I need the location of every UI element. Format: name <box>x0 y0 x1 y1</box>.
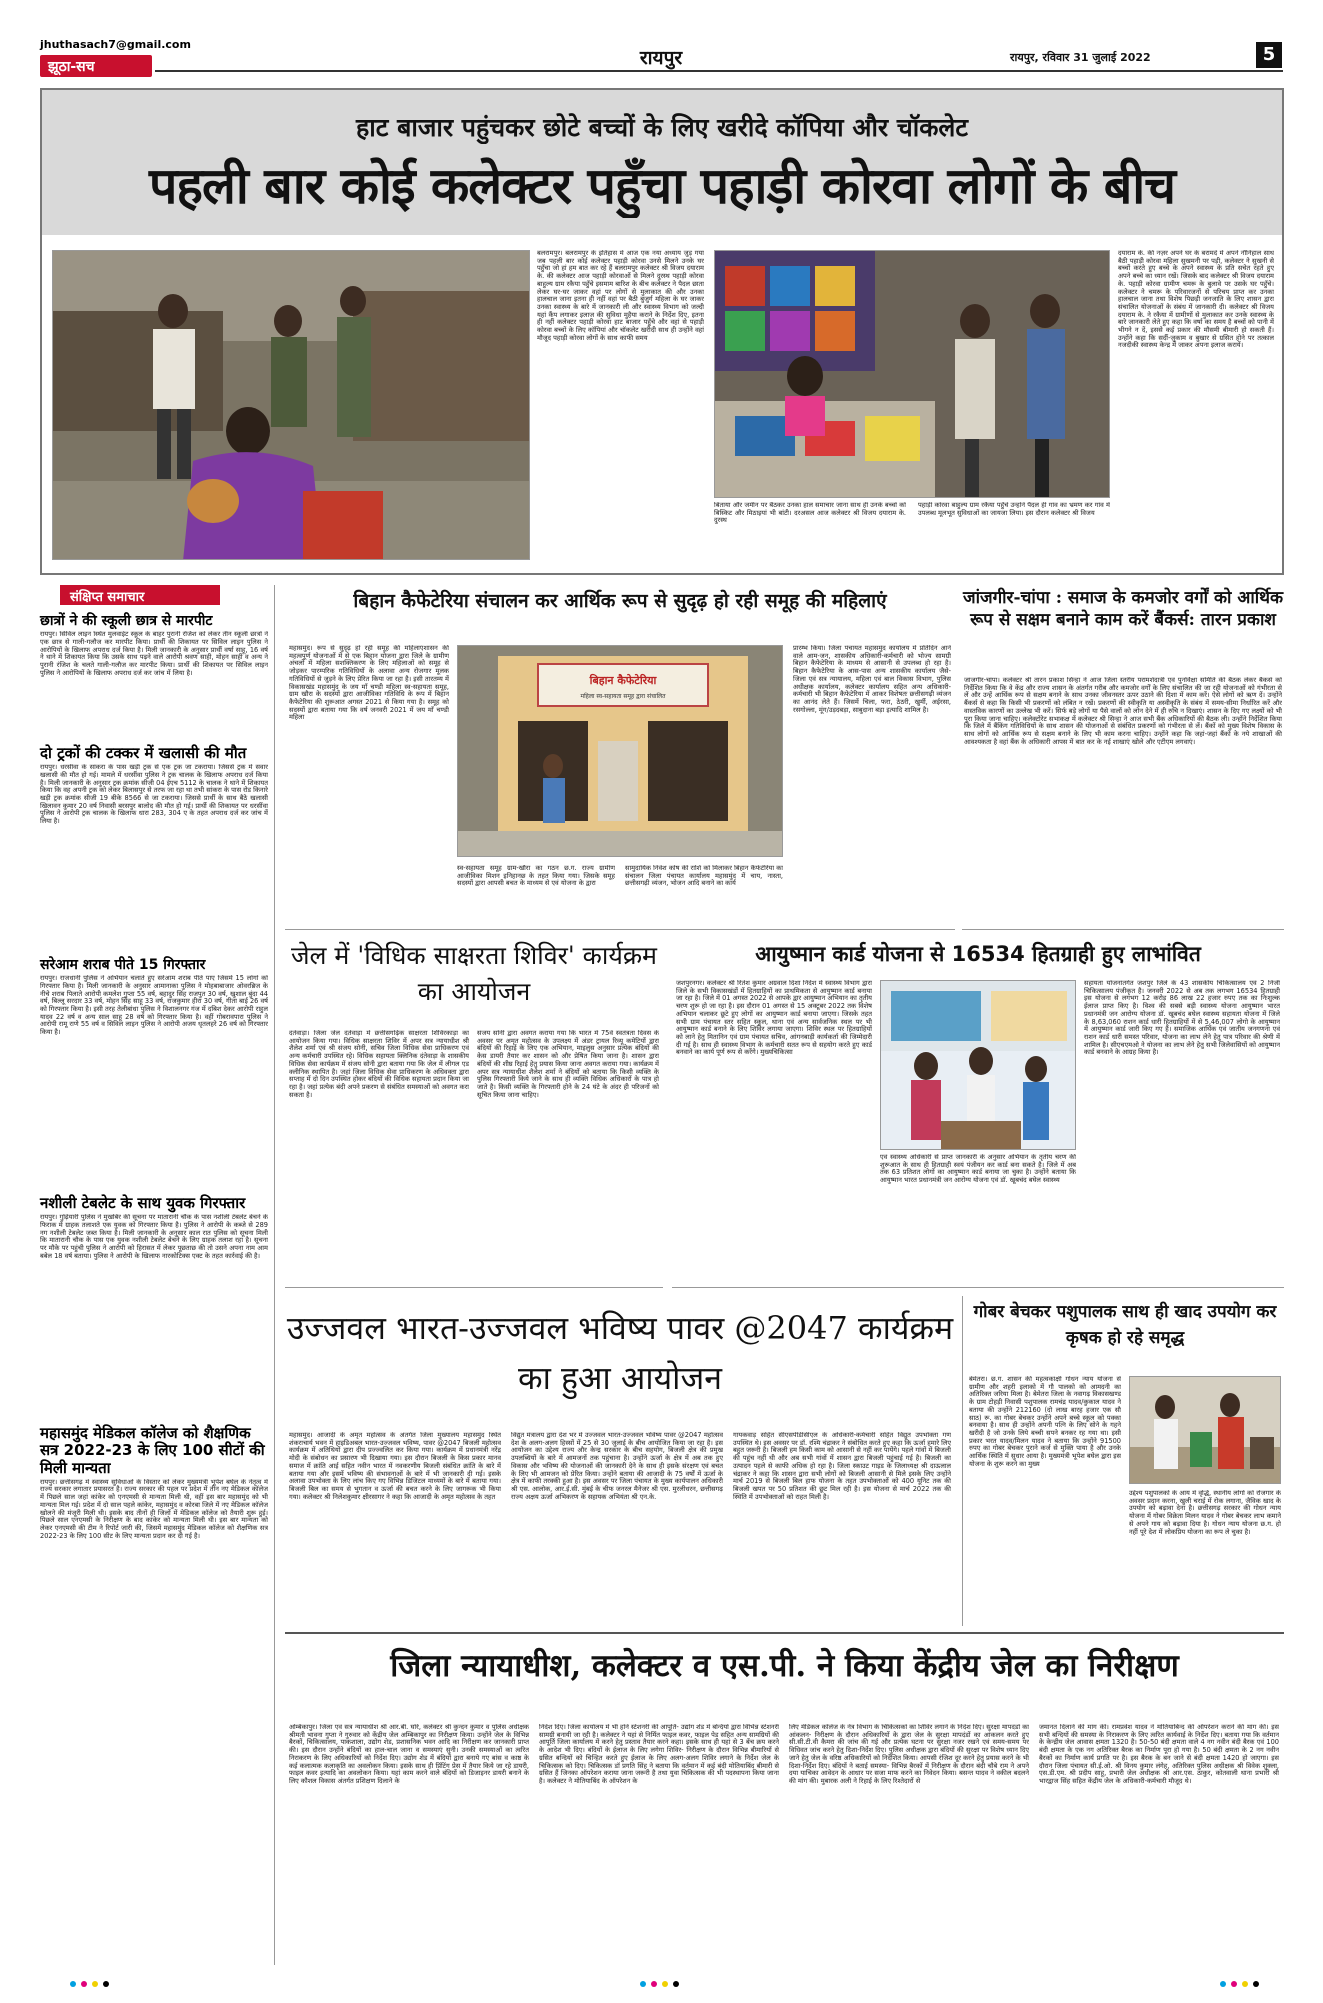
header-rule <box>155 70 1283 72</box>
cafeteria-photo <box>457 645 783 857</box>
bankers-title: जांजगीर-चांपा : समाज के कमजोर वर्गों को आर्थिक रूप से सक्षम बनाने काम करें बैंकर्स: तारन प्रकाश <box>962 588 1284 631</box>
brief-title: नशीली टेबलेट के साथ युवक गिरफ्तार <box>40 1194 246 1212</box>
registration-dot <box>92 1981 98 1987</box>
masthead <box>0 0 1323 88</box>
inspection-col-1: अम्बिकापुर। जिला एवं सत्र न्यायाधीश श्री आर.बी. घोरे, कलेक्टर श्री कुन्दन कुमार व पुलिस अधीक्षक श्रीमती भावना गुप्ता ने गुरुवार को केंद्रीय जेल अम्बिकापुर का निरीक्षण किया। उन्होंने जेल के विभिन्न बैरकों, चिकित्सालय, पाकशाला, उद्योग शेड, प्रशासनिक भवन आदि का निरीक्षण कर जानकारी प्राप्त की। इस दौरान उन्होंने बंदियों का हाल-चाल जाना व समस्याएं सुनी। उनकी समस्याओं का त्वरित निराकरण के लिए अधिकारियों को निर्देश दिए। उद्योग शेड में बंदियों द्वारा बनाये गए बांस व काष्ठ के कई कलात्मक कलाकृति का अवलोकन किया। इसके साथ ही प्रिंटिंग प्रेस में तैयार किये जा रहे डायरी, फाइल कवर इत्यादि का अवलोकन किया। यहां काम करने वाले बंदियों को डिजाइनर डायरी बनाने के लिए कौशल विकास अंतर्गत प्रशिक्षण दिलाने के <box>289 1724 529 1785</box>
jail-literacy-col-1: दंतेवाड़ा। जिला जेल दंतेवाड़ा में छत्तीसगढ़िक साक्षरता शिविरकाड़ा का आयोजन किया गया। विधिक साक्षरता शिविर में अपर सत्र न्यायाधीश श्री शैलेश शर्मा एवं श्री संजय सोनी, सचिव जिला विधिक सेवा प्राधिकरण एवं अन्य कर्मचारी उपस्थित रहे। विधिक सहायता क्लिनिक दंतेवाड़ा के शासकीय विधिक सेवा कार्यक्रम में संजय सोनी द्वारा बताया गया कि जेल में लीगल एड क्लीनिक स्थापित है। जहां जिला विधिक सेवा प्राधिकरण के अधिवक्ता द्वारा सप्ताह में दो दिन उपस्थित होकर बंदियों की विधिक सहायता प्रदान किया जा रहा है। जहां प्रत्येक बंदी अपने प्रकरण से संबंधित समस्याओं को अवगत करा सकता है। <box>289 1030 469 1099</box>
brief-5 <box>40 1425 268 1899</box>
ayushman-col-3: सहायता योजनांतर्गत जशपुर जिले के 43 शासकीय चिकित्सालय एवं 2 निजी चिकित्सालय पंजीकृत है। जनवरी 2022 से अब तक लगभग 16534 हितग्राही इस योजना से लगभग 12 करोड़ 86 लाख 22 हजार रुपए तक का निःशुल्क ईलाज प्राप्त किए है। विश्व की सबसे बड़ी स्वास्थ्य योजना आयुष्मान भारत प्रधानमंत्री जन आरोग्य योजना डॉ. खूबचंद बघेल स्वास्थ्य सहायता योजना में जिले के 8,63,060 राशन कार्ड धारी हितग्राहियों में से 5,46,007 लोगो के आयुष्मान में आयुष्मान कार्ड जारी किए गए हैं। समाजिक आर्थिक एवं जातीय जनगणना एवं राशन कार्ड धारी समस्त परिवार, योजना का लाभ लेने हेतु पात्र परिवार की श्रेणी में शामिल है। सीएचएमओ ने योजना का लाभ लेने हेतु सभी जिलेवासियों को आयुष्मान कार्ड बनवाने के आग्रह किया है। <box>1084 980 1280 1057</box>
registration-dot <box>1242 1981 1248 1987</box>
cafeteria-title: बिहान कैफेटेरिया संचालन कर आर्थिक रूप से सुदृढ़ हो रही समूह की महिलाएं <box>353 590 887 612</box>
inspection-col-4: जमानत दिलाने की मांग की। रामप्रवेश यादव ने मोतियाबिन्द की ऑपरेशन कराने की मांग की। इस सभी बन्दियों की समस्या के निराकरण के लिए त्वरित कार्यवाई के निर्देश दिए। बताया गया कि वर्तमान के केन्द्रीय जेल आवास क्षमता 1320 है। 50-50 बंदी क्षमता वाले 4 नग नवीन बंदी बैरक एवं 100 बंदी क्षमता के एक नग अतिरिक्त बैरक का निर्माण पूरा हो गया है। 50 बंदी क्षमता के 2 नग नवीन बैरकों का निर्माण कार्य प्रगति पर है। इस बैरक के बन जाने से बंदी क्षमता 1420 हो जाएगा। इस दौरान जिला पंचायत सी.ई.ओ. श्री विनय कुमार लंगेह, अतिरिक्त पुलिस अधीक्षक श्री विवेक शुक्ला, एस.डी.एम. श्री प्रदीप साहू, प्रभारी जेल अधीक्षक श्री आर.एस. ठाकुर, कोतवाली थाना प्रभारी श्री भारद्वाज सिंह सहित केंद्रीय जेल के अधिकारी-कर्मचारी मौजूद थे। <box>1039 1724 1279 1785</box>
lead-col-4: दयाराम के. की नज़र अपने घर के बरामदे में अपने नौनिहाल साथ बैठी पहाड़ी कोरवा महिला सुखमनी पर पड़ी, कलेक्टर ने सुखनी से बच्चों करते हुए बच्चे के अपने स्वास्थ्य के प्रति सचेत रहते हुए अपने बच्चे का ध्यान रखें। जिसके बाद कलेक्टर श्री विजय दयाराम के. पहाड़ी कोरवा ग्रामीण चमरू के बुलावे पर उसके घर पहुँचे। कलेक्टर ने चमरू के परिवारजनों से परिचय प्राप्त कर उनका हालचाल जाना तथा विशेष पिछड़ी जनजाति के लिए शासन द्वारा संचालित योजनाओं के संबंध में जानकारी दी। कलेक्टर श्री विजय दयाराम के. ने रकैया में ग्रामीणों से मुलाकात कर उनके स्वास्थ्य के बारे जानकारी लेते हुए कहा कि वर्षा का समय है बच्चों को पानी में भीगने न दें, इससे कई प्रकार की मौसमी बीमारी हो सकती हैं। उन्होंने कहा कि सर्दी-जुकाम व बुखार से ग्रसित होने पर तत्काल नजदीकी स्वास्थ्य केन्द्र में जाकर अपना इलाज करायें। <box>1118 250 1274 350</box>
bankers-story <box>962 585 1284 930</box>
lead-kicker: हाट बाजार पहुंचकर छोटे बच्चों के लिए खरीदे कॉपिया और चॉकलेट <box>356 113 968 142</box>
brief-title: दो ट्रकों की टक्कर में खलासी की मौत <box>40 744 247 762</box>
ujjwal-title: उज्जवल भारत-उज्जवल भविष्य पावर @2047 कार्यक्रम का हुआ आयोजन <box>286 1309 954 1397</box>
section-name: रायपुर <box>639 47 683 69</box>
brief-4 <box>40 1195 268 1394</box>
brief-3 <box>40 957 268 1185</box>
gobar-col-2: उद्देश्य पशुपालको के आय में वृद्धि, स्थानीय लोगो को रोजगार के अवसर प्रदान करना, खुली चराई में रोक लगाना, जैविक खाद के उपयोग को बढ़ावा देना है। छत्तीसगढ़ सरकार की गोधन न्याय योजना में गोबर विक्रेता मिलन यादव ने गोबर बेचकर लाभ कमाने से अपने गाय को बढ़ावा दिया है। गोधन न्याय योजना छ.ग. हो नहीं पूरे देश में लोकप्रिय योजना का रूप ले चुका है। <box>1129 1490 1281 1536</box>
brief-title: छात्रों ने की स्कूली छात्र से मारपीट <box>40 613 213 629</box>
briefs-label-text: संक्षिप्त समाचार <box>70 590 145 605</box>
inspection-story <box>285 1632 1284 1962</box>
inspection-col-3: लिए मेडिकल कॉलेज के नेत्र विभाग के चिकित्सकों का शिविर लगाने के निर्देश दिए। सुरक्षा मापदंडो का आंकलन- निरीक्षण के दौरान अधिकारियों के द्वारा जेल के सुरक्षा मापदंडों का आंकलन करते हुए सी.सी.टी.वी कैमरा की जांच की गई और प्रत्येक घटना पर सुरक्षा नजर रखने एवं समय-समय पर विधिवत जांच करने हेतु दिशा-निर्देश दिए। पुलिस अधीक्षक द्वारा बंदियों की सुरक्षा पर विशेष ध्यान दिए जाने हेतु जेल के वरिष्ठ अधिकारियों को निर्देशित किया। आपसी रंजिश दूर करने हेतु प्रयास करने के भी दिशा-निर्देश दिए। बंदियों ने बताई समस्या- विभिन्न बैरकों में निरीक्षण के दौरान बंदी चौबे राम ने अपने दया याचिका आवेदन के आधार पर सजा माफ करने का निवेदन किया। बसन्त यादव ने वकील बदलने की मांग की। मुबारक अली ने रिहाई के लिए रिश्तेदारों से <box>789 1724 1029 1785</box>
registration-dot <box>70 1981 76 1987</box>
brand-logo-text: झूठा-सच <box>48 59 95 75</box>
brief-1 <box>40 613 268 741</box>
gobar-col-1: बेमेतरा। छ.ग. शासन की महत्वकांक्षी गोधन न्याय योजना से ग्रामीण और शहरी इलाको में गौ पालको को आमदनी का अतिरिक्त जरिया मिला है। बेमेतरा जिला के नवागढ़ विकासखण्ड के ग्राम टोहड़ी निवासी पशुपालक रामचंद्र यादव/कुकाल यादव ने बताया की उन्होंने 212160 (दो लाख बारह हजार एक सौ साठ) रू. का गोबर बेचकर उन्होंने अपने बच्चे स्कूल को पक्का बनवाया है। साथ ही उन्होंने अपनी पत्नि के लिए सोने के गहने खरीदी है जो उनके लिये बच्ची सपने बनकर रह गया था। इसी प्रकार भरत यादव/मिलन यादव ने बताया कि उन्होंने 91500 रुपए का गोबर बेचकर पुराने कर्ज से मुक्ति पाया है और उनके आर्थिक स्थिति में सुधार आया है। मुख्यमंत्री भूपेश बघेल द्वारा इस योजना के शुरू करने का मुख्य <box>969 1376 1121 1468</box>
lead-col-3: पहाड़ी कोरवा बाहुल्य ग्राम रकैया पहुँचे उन्होंने पैदल ही गांव का भ्रमण कर गांव में उपलब्ध मूलभूत सुविधाओं का जायजा लिया। इस दौरान कलेक्टर श्री विजय <box>918 502 1110 517</box>
jail-literacy-story <box>285 938 663 1288</box>
jail-literacy-title: जेल में 'विधिक साक्षरता शिविर' कार्यक्रम का आयोजन <box>290 941 657 1007</box>
registration-dot <box>662 1981 668 1987</box>
bankers-body: जांजगीर-चांपा। कलेक्टर श्री तारन प्रकाश सिन्हा ने आज जिला स्तरीय परामर्शदात्री एवं पुनर्विक्षा समिति की बैठक लेकर बैंकर्स को निर्देशित किया कि वे केंद्र और राज्य शासन के अंतर्गत गरीब और कमजोर वर्गों के लिए संचालित की जा रही योजनाओं को गंभीरता से लें और उन्हें आर्थिक रूप से सक्षम बनाने के साथ उनका जीवनस्तर ऊपर उठाने की दिशा में काम करें। ऐसे लोगों को ऋण दें। उन्होंने बैंकर्स से कहा कि किसी भी प्रकरणों को लंबित न रखें। प्रकरणों की स्वीकृति या अस्वीकृति के संबंध में समय-सीमा निर्धारित करें और वास्तविक कारणों का उल्लेख भी करें। सिर्फ बड़े लोगों या पैसे वालों को लोन देने में ही रुचि न दिखाएं। शासन के दिए गए लक्ष्यों को भी पूरा किया जाना चाहिए। कलेक्टोरेट सभाकक्ष में कलेक्टर श्री सिन्हा ने आज सभी बैंक अधिकारियों की बैठक ली। उन्होंने निर्देशित किया कि जिले में बैंकिंग गतिविधियों के साथ शासन की योजनाओं से संबंधित प्रकरणों को गंभीरता से लें। बैंकों को मुख्य विशेष विकास के साथ लोगों को आर्थिक रूप से सक्षम बनाने के लिए भी काम करना चाहिए। उन्होंने कहा कि जहां-जहां बैंकों के नये शाखाओं की आवश्यकता है वहां बैंक के अधिकारी आपस में बात कर के नई शाखाएं खोले और एटीएम लगवाएं। <box>964 677 1282 746</box>
news-briefs <box>40 585 275 1965</box>
registration-dot <box>1220 1981 1226 1987</box>
brand-logo <box>40 55 152 77</box>
cafeteria-story <box>285 585 955 930</box>
brief-body: रायपुर। धरसींवा के सांकरा के पास खड़ी ट्रक से एक ट्रक जा टकराया। जिससे ट्रक में सवार खलासी की मौत हो गई। मामले में धरसींवा पुलिस ने ट्रक चालक के खिलाफ अपराध दर्ज किया है। मिली जानकारी के अनुसार ट्रक क्रमांक सीजी 04 ईएच 5112 के चालक ने थाने में शिकायत किया कि वह अपनी ट्रक को लेकर बिलासपुर से तरफ जा रहा था तभी सांकरा के पास रोड किनारे खड़ी ट्रक क्रमांक सीजी 19 बीके 8566 से जा टकराया। जिससे प्रार्थी के साथ बैठे खलासी खिलावन कुमार 20 वर्ष निवासी बरसपुर बालोद की मौत हो गई। प्रार्थी की शिकायत पर धरसींवा पुलिस ने आरोपी ट्रक चालक के खिलाफ धारा 283, 304 ए के तहत अपराध दर्ज कर जांच में लिया है। <box>40 764 268 826</box>
cafeteria-col-2: स्व-सहायता समूह ग्राम-खौरा का गठन छ.ग. राज्य ग्रामीण आजीविका मिशन इनिहानछ के तहत किया गया। जिसके समूह सदस्यों द्वारा आपसी बचत के माध्यम से एवं योजना के द्वारा <box>457 865 615 888</box>
ujjwal-col-3: गायकवाड़ सहित सीएसपीडीसीएल के अधिकारी-कर्मचारी सहित विद्युत उपभोक्ता गण उपस्थित थे। इस अवसर पर डॉ. रश्मि चंद्राकर ने संबोधित करते हुए कहा कि ऊर्जा हमारे लिए बहुत जरूरी है। बिजली हम किसी काम को आसानी से नहीं कर पायेंगे। पहले गांवों में बिजली की पहुंच नहीं थी और अब सभी गांवों में शासन द्वारा बिजली पहुंचाई गई है। बिजली का उत्पादन पहले से काफी अधिक हो रहा है। जिला स्काउट गाइड के जिलाध्यक्ष श्री दाऊलाल चंद्राकर ने कहा कि शासन द्वारा सभी लोगों को बिजली आसानी से मिले इसके लिए उन्होंने मार्च 2019 से बिजली बिल हाफ योजना के तहत उपभोक्ताओं को 400 यूनिट तक की बिजली खपत पर 50 प्रतिशत की छूट मिल रही है। इस योजना से मार्च 2022 तक की स्थिति में उपभोक्ताओं को राहत मिली है। <box>733 1432 951 1501</box>
lead-col-2: बिताया और जमीन पर बैठकर उनका हाल समाचार जाना साथ ही उनके बच्चों को बिस्किट और मिठाइयां भी बांटी। दरअसल आज कलेक्टर श्री विजय दयाराम के. दुरस्थ <box>714 502 906 525</box>
cafeteria-col-3: सामुदायिक निवेश कोष की राशि को मिलाकर बिहान कैफेटेरिया का संचालन जिला पंचायत कार्यालय महासमुंद में चाय, नास्ता, छत्तीसगढ़ी व्यंजन, भोजन आदि बनाने का कार्य <box>625 865 783 888</box>
registration-dot <box>673 1981 679 1987</box>
brief-body: रायपुर। छत्तीसगढ़ में स्वास्थ्य सुविधाओं के विस्तार को लेकर मुख्यमंत्री भूपेश बघेल के नेतृत्व में राज्य सरकार लगातार प्रयासरत है। राज्य सरकार की पहल पर प्रदेश में तीन नए मेडिकल कॉलेज में पिछले साल जहां कांकेर को एनएमसी से मान्यता मिली थी, वहीं इस बार महासमुंद को भी मान्यता मिल गई। प्रदेश में दो साल पहले कांकेर, महासमुंद व कोरबा जिले में नए मेडिकल कॉलेज खोलने की मंजूरी मिली थी। इसके बाद तीनों ही जिलों में मेडिकल कॉलेज को तैयारी शुरू हुई। पिछले साल एनएमसी के निरीक्षण के बाद कांकेर को मान्यता मिली थी। इस बार मान्यता को लेकर एनएमसी की टीम ने रिपोर्ट जारी की, जिसमें महासमुंद मेडिकल कॉलेज को शैक्षणिक सत्र 2022-23 के लिए 100 सीट के लिए मान्यता प्रदान कर दी गई है। <box>40 1478 268 1540</box>
registration-dot <box>640 1981 646 1987</box>
registration-dot <box>81 1981 87 1987</box>
brief-2 <box>40 745 268 936</box>
cafeteria-col-4: प्रारम्भ किया। जिला पंचायत महासमुंद कार्यालय में प्रतिदिन आने वाले आम-जन, शासकीय अधिकारी-कर्मचारी को भोज्य सामग्री बिहान कैफेटेरिया के माध्यम से आसानी से उपलब्ध हो रहा है। बिहान कैफेटेरिया के आस-पास अन्य शासकीय कार्यालय जैसे-जिला एवं सत्र न्यायालय, महिला एवं बाल विकास विभाग, पुलिस अधीक्षक कार्यालय, कलेक्टर कार्यालय सहित अन्य अधिकारी-कर्मचारी भी बिहान कैफेटेरिया में आकर विशेषतः छत्तीसगढ़ी व्यंजन का आनंद लेते हैं। जिसमें चिला, फरा, ठेठरी, खुर्मी, अईरसा, रसगोल्ला, मूंग/उड़दबड़ा, साबुदाना बड़ा इत्यादि शामिल है। <box>793 645 951 714</box>
brief-body: रायपुर। गुढ़ियारी पुलिस ने मुखबिर की सूचना पर मातारानी चौक के पास नशीली टेबलेट बेचने के फिराक में ग्राहक तलाशते एक युवक को गिरफ्तार किया है। पुलिस ने आरोपी के कब्जे से 289 नग नशीली टेबलेट जब्त किया है। मिली जानकारी के अनुसार काल रात पुलिस को सूचना मिली कि मातारानी चौक के पास एक युवक नशीली टेबलेट बेचने के लिए ग्राहक तलाश रहा है। सूचना पर मौके पर पहुंची पुलिस ने आरोपी को हिरासत में लेकर पूछताछ की तो उसने अपना नाम आम बबेल 18 वर्ष बताया। पुलिस ने आरोपी के खिलाफ नारकोटिक्स एक्ट के तहत कार्रवाई की है। <box>40 1214 268 1260</box>
gobar-title: गोबर बेचकर पशुपालक साथ ही खाद उपयोग कर कृषक हो रहे समृद्ध <box>973 1302 1277 1348</box>
lead-photo-collector-with-villagers <box>52 250 530 560</box>
ujjwal-story <box>285 1296 955 1626</box>
ayushman-col-2: एवं स्वास्थ्य अधिकारी से प्राप्त जानकारी के अनुसार अभियान के तृतीय चरण की शुरूआत के साथ ही हितग्राही स्वयं पंजीयन कर कार्ड बना सकते है। जिले में अब तक 63 प्रतिशत लोगों का आयुष्मान कार्ड बनाया जा चुका है। उन्होंने बताया कि आयुष्मान भारत प्रधानमंत्री जन आरोग्य योजना एवं डॉ. खूबचंद बघेल स्वास्थ्य <box>880 1154 1076 1185</box>
brief-body: रायपुर। राजधानी पुलिस ने अभियान चलाते हुए सरेआम शराब पीते पाए जिसमे 15 लोगों को गिरफ्तार किया है। मिली जानकारी के अनुसार आमानाका पुलिस ने मोहबाबाजार ओवरब्रिज के नीचे शराब पिलाते आरोपी कमलेश गुप्ता 55 वर्ष, बहादुर सिंह राजपुत 30 वर्ष, खुशाल बुंदा 44 वर्ष, बिल्लू सरदार 33 वर्ष, मोहन सिंह साहू 33 वर्ष, राजकुमार हीरा 30 वर्ष, गीता बाई 26 वर्ष को गिरफ्तार किया है। इसी तरह तेलीबांधा पुलिस ने विशालनगर गंज में दबिश देकर आरोपी राहुल यादव 22 वर्ष व अन्य साल साहू 28 वर्ष को गिरफ्तार किया है। वहीं गोबरावपारा पुलिस ने आरोपी रामू राणे 55 वर्ष व सिविल लाइन पुलिस ने आरोपी अजय धृतलहरे 26 वर्ष को गिरफ्तार किया है। <box>40 975 268 1037</box>
briefs-label <box>60 585 220 605</box>
inspection-title: जिला न्यायाधीश, कलेक्टर व एस.पी. ने किया केंद्रीय जेल का निरीक्षण <box>390 1648 1179 1684</box>
ayushman-photo <box>880 980 1076 1150</box>
registration-marks-right <box>1220 1978 1259 1990</box>
lead-story <box>40 88 1284 575</box>
registration-marks-left <box>70 1978 109 1990</box>
ayushman-col-1: जशपुरनगर। कलेक्टर श्री रितेश कुमार अग्रवाल दिशा निर्देश में स्वास्थ्य विभाग द्वारा जिले के सभी विकासखंडों में हितग्राहियों का प्राथमिकता से आयुष्मान कार्ड बनाया जा रहा है। जिले में 01 अगस्त 2022 से आपके द्वार आयुष्मान अभियान का तृतीय चरण शुरू हो जा रहा है। इस दौरान 01 अगस्त से 15 अक्टूबर 2022 तक विशेष अभियान चलाकर छूटे हुए लोगों का आयुष्मान कार्ड बनाया जाएगा। जिसके तहत सभी ग्राम पंचायत स्तर सहित स्कूल, थाना एवं अन्य सार्वजनिक स्थल पर भी आयुष्मान कार्ड बनाने के लिए शिविर लगाया जाएगा। शिविर स्थल पर हितग्राहियों को लाने हेतु मितानिन एवं ग्राम पंचायत सचिव, आंगनबाड़ी कार्यकर्ता की जिम्मेदारी दी गई है। साथ ही स्वास्थ्य विभाग के कर्मचारी सतत रूप से सहयोग करते हुए कार्ड बनवाने का कार्य पूर्ण रूप से करेंगे। मुख्यचिकित्सा <box>676 980 872 1057</box>
ujjwal-col-2: विद्युत मंत्रालय द्वारा देश भर में उज्जवल भारत-उज्जवल भविष्य पावर @2047 महोत्सव देश के अलग-अलग हिस्सों में 25 से 30 जुलाई के बीच आयोजित किया जा रहा है। इस आयोजन का उद्देश्य राज्य और केन्द्र सरकार के बीच सहयोग, बिजली क्षेत्र की प्रमुख उपलब्धियों के बारे में आमजनों तक पहुंचाना है। उन्होंने ऊर्जा के क्षेत्र में अब तक हुए विकास और भविष्य की योजनाओं की जानकारी देने के साथ ही इसके संरक्षण एवं बचत के लिए भी आमजन को प्रेरित किया। उन्होंने बताया की आजादी के 75 वर्षों में ऊर्जा के क्षेत्र में काफी तरक्की हुआ है। इस अवसर पर जिला पंचायत के मुख्य कार्यपालन अधिकारी श्री एस. आलोक, आर.ई.सी. मुंबई के चीफ जनरल मैनेजर श्री एस. मुरलीधरन, छत्तीसगढ़ राज्य अक्षय ऊर्जा अभिकरण के सहायक अभियंता श्री एन.के. <box>511 1432 723 1501</box>
cafeteria-sign-text: बिहान कैफेटेरिया <box>589 674 657 687</box>
cafeteria-sign-subtext: महिला स्व-सहायता समूह द्वारा संचालित <box>580 693 666 700</box>
registration-dot <box>651 1981 657 1987</box>
registration-dot <box>1253 1981 1259 1987</box>
ayushman-title: आयुष्मान कार्ड योजना से 16534 हितग्राही हुए लाभांवित <box>755 942 1201 966</box>
lead-col-1: बलरामपुर। बलरामपुर के इतिहास में आज एक नया अध्याय जुड़ गया जब पहली बार कोई कलेक्टर पहाड़ी कोरवा उनसे मिलने उनके घर पहुँचा जो हां हम बात कर रहे हैं बलरामपुर कलेक्टर श्री विजय दयाराम के. की कलेक्टर आज पहाड़ी कोरवाओं से मिलने दुरस्थ पहाड़ी कोरवा बाहुल्य ग्राम रकैया पहुँचे इसमाम बारिश के बीच कलेक्टर ने पैदल छाता लेकर घर-घर जाकर वहां पर लोगों से मुलाकात की और उनका हालचाल जाना इतना ही नहीं वहां पर बैठी बुजुर्ग महिला के घर जाकर उनका स्वास्थ्य के बारे में जानकारी ली और स्वास्थ्य विभाग को जल्दी यहां कैंप लगाकर इलाज की सुविधा मुहैया कराने के निर्देश दिए, इतना ही नहीं कलेक्टर पहाड़ी कोरवा हाट बाजार पहुँचे और वहां से पहाड़ी कोरवा बच्चों के लिए कॉपियां और चॉकलेट खरीदी साथ ही उन्होंने वहां मौजूद पहाड़ी कोरवा लोगों के साथ काफी समय <box>537 250 704 342</box>
ujjwal-col-1: महासमुंद। आजादी के अमृत महोत्सव के अंतर्गत जिला मुख्यालय महासमुंद स्थित शंकराचार्य भवन में हाइडिअबल भारत-उज्जवल भविष्य, पावर @2047 बिजली महोत्सव कार्यक्रम में अतिथियों द्वारा दीप प्रज्ज्वलित कर किया गया। कार्यक्रम में प्रधानमंत्री नरेंद्र मोदी के संबोधन का प्रसारण भी दिखाया गया। इस दौरान बिजली के किस प्रकार मानव समाज में क्रांति आई सहित नवीन भारत में नवकरणीय बिजली संबंधित क्रांति के बारे में बताया गया और इसमें भविष्य की संभावनाओं के बारे में भी जानकारी दी गई। इसके अलावा उपभोक्ता के लिए लांच किए गए विभिन्न डिजिटल माध्यमों के बारे में बताया गया। बिजली बिल का समय से भुगतान व ऊर्जा की बचत करने के लिए जागरूक भी किया गया। कलेक्टर श्री निलेशकुमार क्षीरसागर ने कहा कि आजादी के अमृत महोत्सव के तहत <box>289 1432 501 1501</box>
registration-dot <box>103 1981 109 1987</box>
cafeteria-col-1: महासमुंद। रूप से सुदृढ़ हो रही समूह की महिलाएंशासन की महत्वपूर्ण योजनाओं में से एक बिहान योजना द्वारा जिले के ग्रामीण अंचलों में महिला सशक्तिकरण के लिए महिलाओं को समूह से जोड़कर पारम्परिक गतिविधियों के अलावा अन्य रोजगार मूलक गतिविधियों से जुड़ने के लिए प्रेरित किया जा रहा है। इसी तारतम्य में विकासखंड महासमुंद के जय माँ चण्डी महिला स्व-सहायता समूह, ग्राम खौरा के सदस्यों द्वारा आजीविका गतिविधि के रूप में बिहान कैफेटेरिया की शुरूआत अगस्त 2021 से किया गया है। समूह को सदस्यों द्वारा बताया गया कि वर्ष जनवरी 2021 में जय माँ चण्डी महिला <box>289 645 449 722</box>
gobar-photo <box>1129 1376 1281 1484</box>
jail-literacy-col-2: संजय सोनी द्वारा अवगत कराया गया कि भारत में 75वें स्वतंत्रता दिवस के अवसर पर अमृत महोत्सव के उपलक्ष्य में अंडर ट्रायल रिव्यू कमेटियों द्वारा बंदियों की रिहाई के लिए एक अभियान, माइलुस अनुसार प्रत्येक बंदियों की केस डायरी तैयार कर शासन को और प्रेषित किया जाना है। शासन द्वारा बंदियों की शीघ्र रिहाई हेतु प्रयास किया जाना अवगत कराया गया। कार्यक्रम में अपर सत्र न्यायाधीश शैलेश शर्मा ने बंदियों को बताया कि किसी व्यक्ति के पुलिस गिरफ्तारी किये जाने के साथ ही व्यक्ति विधिक अधिकारों के पात्र हो जाते है। किसी व्यक्ति के गिरफ्तारी होने के 24 घंटे के अंदर ही परिजनों को सूचित किया जाना चाहिए। <box>477 1030 659 1099</box>
lead-photo-haat-bazaar <box>714 250 1110 498</box>
registration-dot <box>1231 1981 1237 1987</box>
brief-title: महासमुंद मेडिकल कॉलेज को शैक्षणिक सत्र 2022-23 के लिए 100 सीटों की मिली मान्यता <box>40 1424 265 1477</box>
registration-marks-center <box>640 1978 679 1990</box>
gobar-story <box>962 1296 1284 1626</box>
ayushman-story <box>672 938 1284 1288</box>
header-date: रायपुर, रविवार 31 जुलाई 2022 <box>1010 51 1151 64</box>
brief-body: रायपुर। सिविल लाइन स्थित मुलवाईट स्कूल के बाहर पुरानी रंजिश को लेकर तीन स्कूली छात्रों ने एक छात्र से गाली-गलौज कर मारपीट किया। प्रार्थी की शिकायत पर सिविल लाइन पुलिस ने आरोपियों के खिलाफ अपराध दर्ज किया है। मिली जानकारी के अनुसार प्रार्थी वर्षा साहू, 16 वर्ष ने थाने में शिकायत किया कि उसके साथ पढ़ने वाले आरोपी श्रवण साही, मोहन साही व अन्य ने पुरानी रंजिश के चलते गाली-गलौज कर मारपीट किया। प्रार्थी की शिकायत पर सिविल लाइन पुलिस ने आरोपियों के खिलाफ अपराध दर्ज कर जांच में लिया है। <box>40 631 268 677</box>
lead-title: पहली बार कोई कलेक्टर पहुँचा पहाड़ी कोरवा लोगों के बीच <box>149 156 1175 215</box>
header-email: jhuthasach7@gmail.com <box>40 38 191 51</box>
brief-title: सरेआम शराब पीते 15 गिरफ्तार <box>40 957 206 973</box>
inspection-col-2: निर्देश दिए। जिला कार्यालय में भी होने स्टेशनरी की आपूर्ति- उद्योग शेड में बन्दियों द्वारा विभिन्न स्टेशनरी सामग्री बनायी जा रही है। कलेक्टर ने यहां से निर्मित फाइल कवर, फाइल पेड सहित अन्य सामग्रियों की आपूर्ति जिला कार्यालय में करने हेतु प्रस्ताव तैयार करने कहा। इसके साथ ही यहां से 3 बेंच क्रय करने के आदेश भी दिए। बंदियों के ईलाज के लिए लगेगा शिविर- निरीक्षण के दौरान विभिन्न बीमारियों से ग्रसित बन्दियों को चिन्हित करते हुए ईलाज के लिए अलग-अलग शिविर लगाने के निर्देश जेल के चिकित्सक को दिए। चिकित्सक डॉ प्रगति सिंह ने बताया कि वर्तमान में कई बंदी मोतियाबिंद बीमारी से ग्रसित हैं जिनका ऑपरेशन कराया जाना जरूरी है तथा युवा चिकित्सक की भी पदस्थापना किया जाना है। कलेक्टर ने मोतियाबिंद के ऑपरेशन के <box>539 1724 779 1785</box>
page-number: 5 <box>1256 42 1282 68</box>
